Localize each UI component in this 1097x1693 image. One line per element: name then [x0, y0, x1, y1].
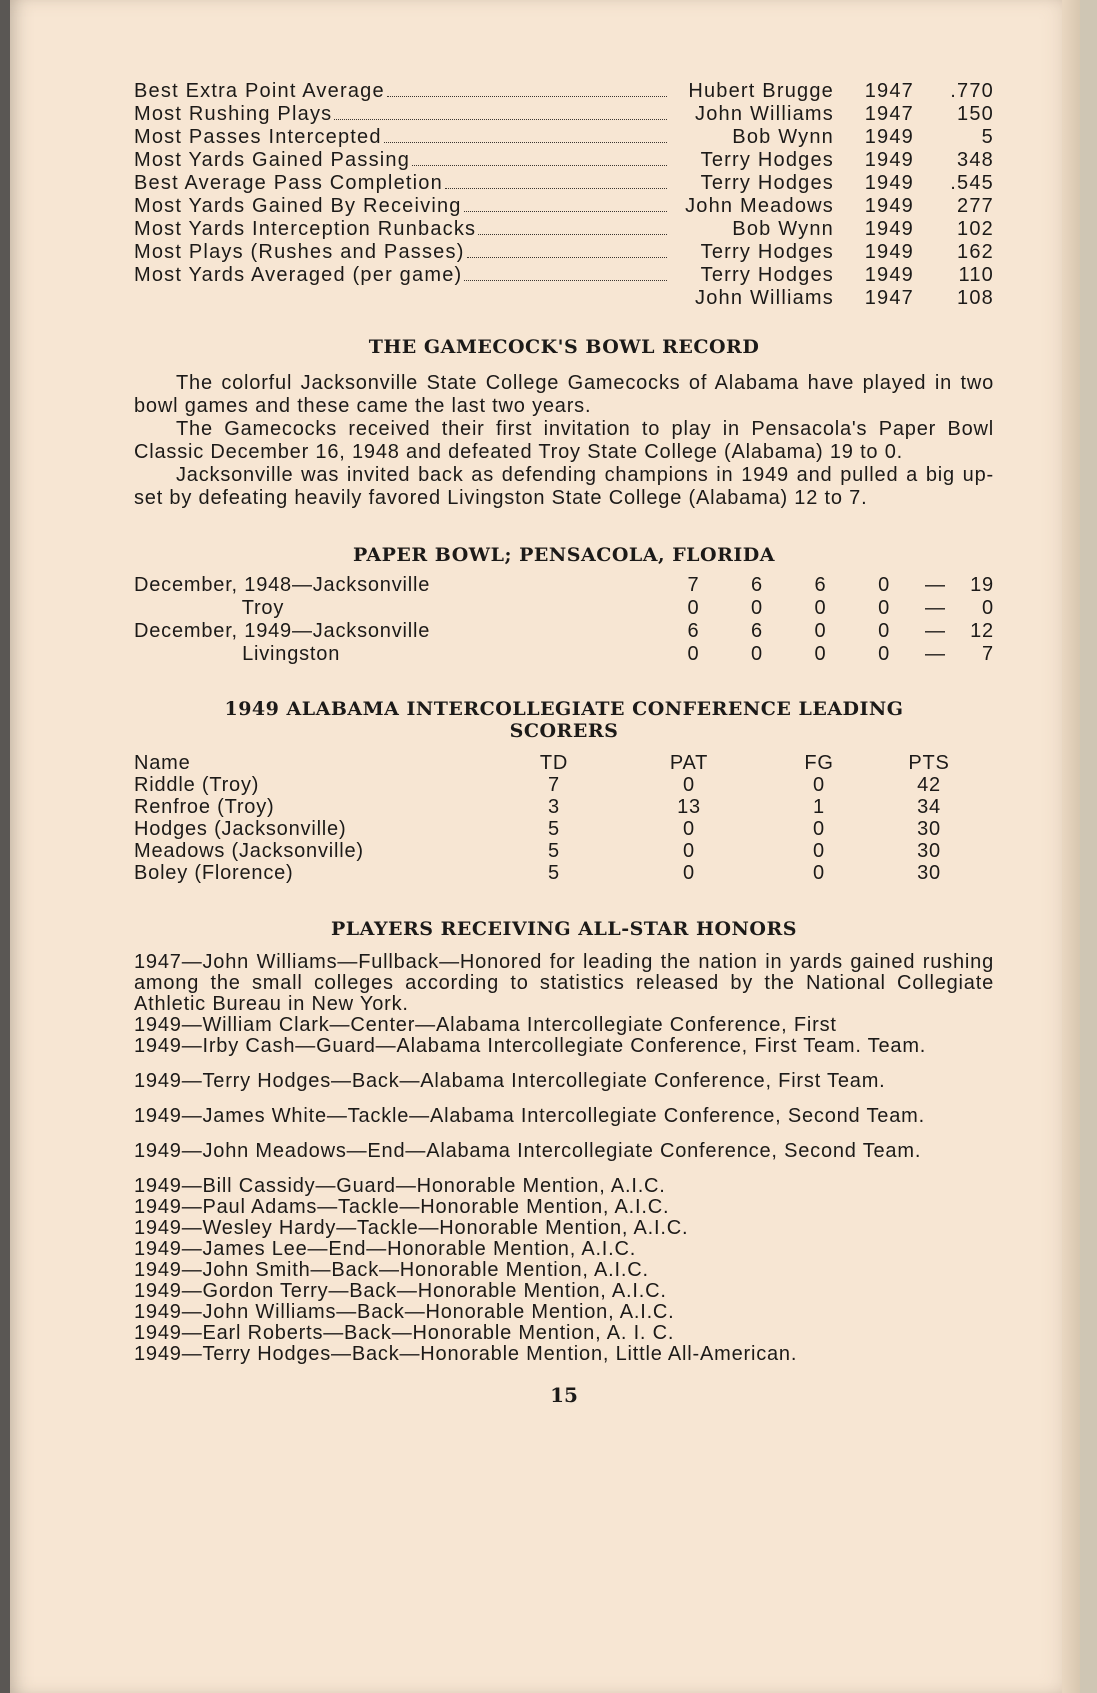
honors-heading: PLAYERS RECEIVING ALL-STAR HONORS	[331, 918, 797, 940]
record-row	[134, 195, 994, 218]
record-label: Most Rushing Plays	[134, 103, 333, 125]
column-header-pts: PTS	[908, 752, 950, 774]
record-label: Most Yards Gained Passing	[134, 149, 411, 171]
record-value: 110	[958, 264, 994, 286]
column-header-pat: PAT	[669, 752, 709, 774]
scorer-name: Meadows (Jacksonville)	[134, 840, 364, 862]
quarter-score: 0	[878, 620, 890, 642]
scorer-row	[134, 796, 994, 818]
honor-entry: 1949—Irby Cash—Guard—Alabama Intercollegiate Conference, First Team. Team.	[134, 1035, 927, 1057]
record-value: 348	[957, 149, 994, 171]
dot-leader	[412, 165, 667, 166]
record-label: Most Passes Intercepted	[134, 126, 382, 148]
honor-entry: 1949—John Smith—Back—Honorable Mention, A.I.C.	[134, 1259, 649, 1281]
record-value: 5	[981, 126, 994, 148]
bowl-paragraph: The colorful Jacksonville State College Gamecocks of Alabama have played in two bowl games and these came the last two years.	[134, 372, 994, 417]
record-year: 1949	[864, 195, 914, 217]
honor-entry: 1947—John Williams—Fullback—Honored for leading the nation in yards gained rushing among the small colleges according to statistics released by the National Collegiate Athletic Bureau in New York.	[134, 951, 994, 1015]
booklet-page	[10, 0, 1080, 1693]
scorer-pts: 34	[917, 796, 941, 818]
dash: —	[924, 597, 946, 619]
final-score: 0	[982, 597, 994, 619]
scorers-header-row	[134, 752, 994, 774]
scorer-td: 5	[548, 840, 560, 862]
scorer-name: Renfroe (Troy)	[134, 796, 275, 818]
record-row	[134, 218, 994, 241]
bowl-paragraph: Jacksonville was invited back as defending champions in 1949 and pulled a big up-set by defeating heavily favored Livingston State College (Alabama) 12 to 7.	[134, 464, 994, 509]
score-row	[134, 620, 994, 643]
game-label: Troy	[134, 597, 285, 619]
honor-entry: 1949—John Meadows—End—Alabama Intercollegiate Conference, Second Team.	[134, 1140, 922, 1162]
honor-entry: 1949—Bill Cassidy—Guard—Honorable Mention, A.I.C.	[134, 1175, 666, 1197]
quarter-score: 6	[751, 620, 763, 642]
record-row	[134, 172, 994, 195]
record-row	[134, 103, 994, 126]
record-holder: Bob Wynn	[732, 126, 834, 148]
scorers-heading-line2: SCORERS	[509, 720, 619, 742]
honor-entry: 1949—Terry Hodges—Back—Honorable Mention, Little All-American.	[134, 1343, 798, 1365]
column-header-td: TD	[539, 752, 569, 774]
record-holder: Terry Hodges	[700, 264, 834, 286]
honor-entry: 1949—John Williams—Back—Honorable Mention, A.I.C.	[134, 1301, 675, 1323]
final-score: 19	[970, 574, 994, 596]
quarter-score: 0	[751, 643, 763, 665]
scorer-pat: 0	[683, 818, 695, 840]
dot-leader	[467, 257, 667, 258]
record-holder: John Meadows	[685, 195, 834, 217]
bowl-paragraph: The Gamecocks received their first invitation to play in Pensacola's Paper Bowl Classic December 16, 1948 and defeated Troy State College (Alabama) 19 to 0.	[134, 418, 994, 463]
scorer-fg: 1	[813, 796, 825, 818]
scorer-td: 5	[548, 818, 560, 840]
honor-entry: 1949—Earl Roberts—Back—Honorable Mention, A. I. C.	[134, 1322, 675, 1344]
scorer-name: Hodges (Jacksonville)	[134, 818, 347, 840]
scorer-pts: 42	[917, 774, 941, 796]
quarter-score: 0	[814, 597, 827, 619]
paper-bowl-heading: PAPER BOWL; PENSACOLA, FLORIDA	[352, 544, 775, 566]
page-number: 15	[550, 1383, 578, 1407]
honors-list	[134, 952, 994, 1365]
dot-leader	[387, 96, 667, 97]
scorer-td: 5	[548, 862, 560, 884]
score-row	[134, 597, 994, 620]
record-year: 1947	[864, 287, 914, 309]
final-score: 7	[982, 643, 994, 665]
dash: —	[924, 620, 946, 642]
record-row	[134, 241, 994, 264]
dot-leader	[334, 119, 667, 120]
scorer-fg: 0	[813, 818, 825, 840]
dot-leader	[478, 234, 667, 235]
scorer-row	[134, 862, 994, 884]
record-row	[134, 287, 994, 310]
quarter-score: 7	[687, 574, 700, 596]
record-row	[134, 149, 994, 172]
record-row	[134, 126, 994, 149]
record-value: 277	[957, 195, 994, 217]
honor-entry: 1949—Terry Hodges—Back—Alabama Intercollegiate Conference, First Team.	[134, 1070, 886, 1092]
scorer-row	[134, 840, 994, 862]
record-row	[134, 264, 994, 287]
scorer-row	[134, 774, 994, 796]
quarter-score: 0	[751, 597, 763, 619]
bowl-record-heading: THE GAMECOCK'S BOWL RECORD	[368, 336, 760, 358]
honor-entry: 1949—James Lee—End—Honorable Mention, A.I.C.	[134, 1238, 637, 1260]
record-holder: Terry Hodges	[700, 172, 834, 194]
record-label: Most Plays (Rushes and Passes)	[134, 241, 465, 263]
record-year: 1949	[864, 218, 914, 240]
quarter-score: 6	[687, 620, 700, 642]
record-value: .770	[950, 80, 994, 102]
record-year: 1949	[864, 126, 914, 148]
quarter-score: 0	[814, 620, 827, 642]
quarter-score: 0	[814, 643, 827, 665]
record-holder: Terry Hodges	[700, 241, 834, 263]
record-row	[134, 80, 994, 103]
honor-entry: 1949—Gordon Terry—Back—Honorable Mention, A.I.C.	[134, 1280, 667, 1302]
record-year: 1949	[864, 241, 914, 263]
record-holder: Hubert Brugge	[688, 80, 834, 102]
scorer-fg: 0	[813, 840, 825, 862]
dot-leader	[464, 280, 667, 281]
records-list	[134, 80, 994, 310]
scorer-pat: 13	[677, 796, 701, 818]
record-value: 162	[957, 241, 994, 263]
quarter-score: 0	[687, 597, 700, 619]
scorer-row	[134, 818, 994, 840]
record-year: 1949	[864, 172, 914, 194]
scorers-heading: 1949 ALABAMA INTERCOLLEGIATE CONFERENCE LEADING	[224, 698, 904, 720]
score-row	[134, 574, 994, 597]
scorer-td: 3	[548, 796, 560, 818]
scorer-pts: 30	[917, 840, 941, 862]
record-label: Best Extra Point Average	[134, 80, 385, 102]
dash: —	[924, 574, 946, 596]
scorer-pts: 30	[917, 862, 941, 884]
game-label: Livingston	[134, 643, 341, 665]
scorer-td: 7	[548, 774, 560, 796]
record-holder: John Williams	[695, 103, 834, 125]
record-year: 1947	[864, 80, 914, 102]
scorer-pat: 0	[683, 774, 695, 796]
column-header-name: Name	[134, 752, 191, 774]
quarter-score: 0	[878, 643, 890, 665]
honor-entry: 1949—William Clark—Center—Alabama Intercollegiate Conference, First	[134, 1014, 837, 1036]
record-holder: John Williams	[695, 287, 834, 309]
quarter-score: 0	[878, 597, 890, 619]
column-header-fg: FG	[804, 752, 834, 774]
dot-leader	[464, 211, 667, 212]
record-label: Most Yards Averaged (per game)	[134, 264, 463, 286]
page-content	[134, 80, 994, 1407]
honor-entry: 1949—Paul Adams—Tackle—Honorable Mention, A.I.C.	[134, 1196, 670, 1218]
record-value: 108	[957, 287, 994, 309]
record-label: Most Yards Interception Runbacks	[134, 218, 477, 240]
record-label: Best Average Pass Completion	[134, 172, 443, 194]
record-holder: Bob Wynn	[732, 218, 834, 240]
page-edge-right	[1062, 0, 1080, 1693]
score-row	[134, 643, 994, 666]
scorer-name: Riddle (Troy)	[134, 774, 260, 796]
quarter-score: 0	[878, 574, 890, 596]
quarter-score: 6	[751, 574, 763, 596]
dot-leader	[384, 142, 667, 143]
scorer-pts: 30	[917, 818, 941, 840]
record-value: .545	[950, 172, 994, 194]
game-label: December, 1949—Jacksonville	[134, 620, 431, 642]
paper-bowl-scores	[134, 574, 994, 666]
record-holder: Terry Hodges	[700, 149, 834, 171]
record-value: 150	[957, 103, 994, 125]
scorer-pat: 0	[683, 840, 695, 862]
honor-entry: 1949—Wesley Hardy—Tackle—Honorable Mention, A.I.C.	[134, 1217, 689, 1239]
record-year: 1949	[864, 264, 914, 286]
dot-leader	[445, 188, 667, 189]
scorer-fg: 0	[813, 774, 825, 796]
quarter-score: 0	[687, 643, 700, 665]
record-year: 1949	[864, 149, 914, 171]
scorers-table	[134, 752, 994, 884]
scorer-name: Boley (Florence)	[134, 862, 294, 884]
quarter-score: 6	[814, 574, 827, 596]
final-score: 12	[970, 620, 994, 642]
scorer-fg: 0	[813, 862, 825, 884]
honor-entry: 1949—James White—Tackle—Alabama Intercollegiate Conference, Second Team.	[134, 1105, 925, 1127]
record-label: Most Yards Gained By Receiving	[134, 195, 462, 217]
game-label: December, 1948—Jacksonville	[134, 574, 431, 596]
scorer-pat: 0	[683, 862, 695, 884]
record-year: 1947	[864, 103, 914, 125]
record-value: 102	[957, 218, 994, 240]
dash: —	[924, 643, 946, 665]
